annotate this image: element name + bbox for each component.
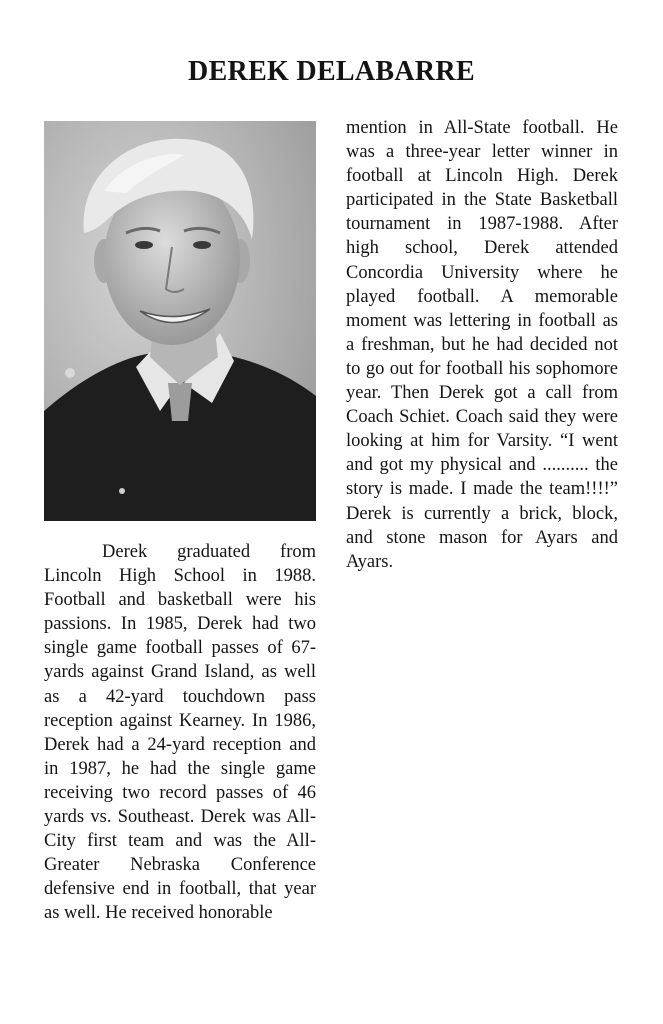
biography-text-right-column: mention in All-State football. He was a three-year letter winner in football at Lincoln High. Derek participated in the State Basketball tournament in 1987-1988. After high school, Derek attended Concordia University where he played football. A memorable moment was lettering in football as a freshman, but he had decided not to go out for football his sophomore year. Then Derek got a call from Coach Schiet. Coach said they were looking at him for Varsity. “I went and got my physical and .......... the story is made. I made the team!!!!” Derek is currently a brick, block, and stone mason for Ayars and Ayars.: [346, 118, 618, 572]
biography-text-left-column: Derek graduated from Lincoln High School in 1988. Football and basketball were his passions. In 1985, Derek had two single game football passes of 67-yards against Grand Island, as well as a 42-yard touchdown pass reception against Kearney. In 1986, Derek had a 24-yard reception and in 1987, he had the single game receiving two record passes of 46 yards vs. Southeast. Derek was All-City first team and was the All-Greater Nebraska Conference defensive end in football, that year as well. He received honorable: [44, 542, 316, 924]
page-title: DEREK DELABARRE: [188, 56, 475, 87]
portrait-photo: [44, 121, 316, 521]
